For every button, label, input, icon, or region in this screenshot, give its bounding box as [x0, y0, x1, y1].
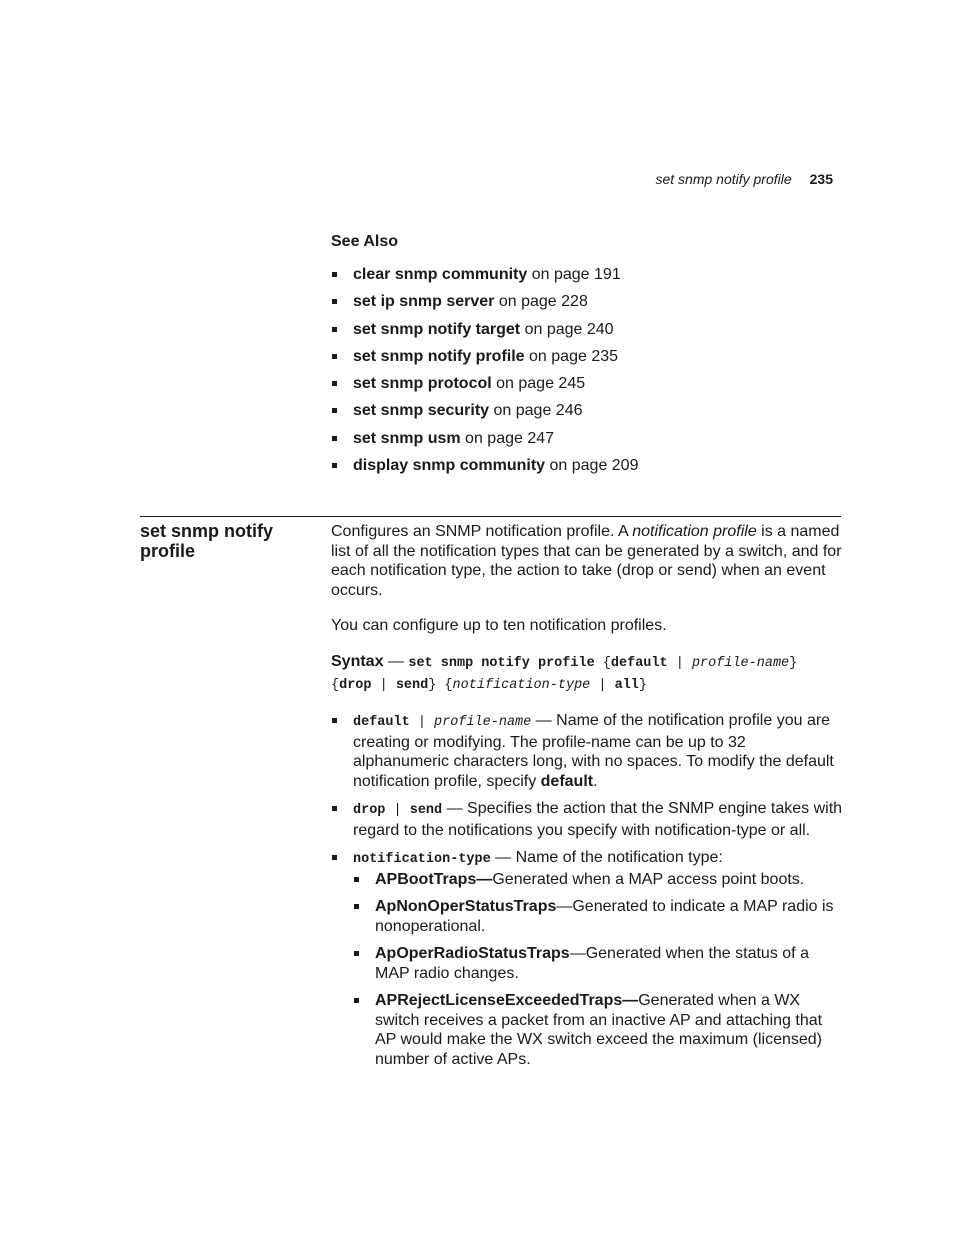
- command-link[interactable]: set snmp notify target: [353, 320, 521, 338]
- list-item[interactable]: [331, 292, 841, 312]
- list-item[interactable]: [331, 429, 841, 449]
- command-link[interactable]: set snmp notify profile: [353, 347, 525, 365]
- list-item[interactable]: [331, 320, 841, 340]
- command-link[interactable]: display snmp community: [353, 457, 546, 475]
- page-ref: on page 235: [529, 347, 619, 365]
- command-link[interactable]: set snmp protocol: [353, 375, 492, 393]
- page-ref: on page 228: [498, 293, 588, 311]
- list-item[interactable]: [331, 347, 841, 367]
- page-number: 235: [809, 171, 833, 187]
- list-item[interactable]: [331, 456, 841, 476]
- page-ref: on page 247: [465, 429, 555, 447]
- page-header: [655, 171, 833, 187]
- list-item: APRejectLicenseExceededTraps—Generated when a WX switch receives a packet from an inactive AP and attaching that AP would make the WX switch exceed the maximum (licensed) number of active APs.: [353, 991, 843, 1069]
- parameter-list: [331, 711, 843, 1069]
- see-also-list: [331, 265, 841, 476]
- syntax-block: Syntax — set snmp notify profile {default | profile-name} {drop | send} {notification-type | all}: [331, 652, 798, 693]
- list-item: ApNonOperStatusTraps—Generated to indicate a MAP radio is nonoperational.: [353, 897, 843, 936]
- list-item[interactable]: [331, 265, 841, 285]
- list-item: APBootTraps—Generated when a MAP access point boots.: [353, 870, 843, 890]
- list-item[interactable]: [331, 374, 841, 394]
- page-ref: on page 246: [493, 402, 583, 420]
- param-item: drop | send — Specifies the action that the SNMP engine takes with regard to the notifications you specify with notification-type or all.: [331, 799, 843, 840]
- section-body: [331, 522, 843, 1077]
- command-link[interactable]: set snmp usm: [353, 429, 461, 447]
- page-ref: on page 209: [549, 457, 639, 475]
- command-link[interactable]: set snmp security: [353, 402, 490, 420]
- command-link[interactable]: clear snmp community: [353, 266, 528, 283]
- notification-type-list: [353, 870, 843, 1070]
- command-link[interactable]: set ip snmp server: [353, 293, 495, 311]
- section-title: set snmp notify profile: [140, 521, 274, 561]
- page-ref: on page 245: [496, 375, 586, 393]
- syntax-command: set snmp notify profile: [408, 655, 595, 671]
- section-divider: [140, 516, 841, 517]
- intro-paragraph: Configures an SNMP notification profile. A notification profile is a named list of all the notification types that can be generated by a switch, and for each notification type, the action to take (drop or send) when an event occurs.: [331, 523, 842, 599]
- param-item: notification-type — Name of the notification type: APBootTraps—Generated when a MAP access point boots. ApNonOperStatusTraps—Generated to indicate a MAP radio is nonoperational. ApOperRadioStatusTraps—Generated when the status of a MAP radio changes. APRejectLicenseExceededTraps—Generated when a WX switch receives a packet from an inactive AP and attaching that AP would make the WX switch exceed the maximum (licensed) number of active APs.: [331, 848, 843, 1069]
- see-also-heading: See Also: [331, 233, 398, 250]
- limit-paragraph: You can configure up to ten notification profiles.: [331, 617, 667, 635]
- page-ref: on page 240: [524, 320, 614, 338]
- defined-term: notification profile: [632, 523, 757, 540]
- see-also-section: [331, 233, 841, 483]
- list-item: ApOperRadioStatusTraps—Generated when the status of a MAP radio changes.: [353, 944, 843, 983]
- list-item[interactable]: [331, 401, 841, 421]
- page-ref: on page 191: [531, 266, 621, 283]
- syntax-label: Syntax: [331, 652, 384, 670]
- running-title: set snmp notify profile: [655, 171, 792, 187]
- param-item: default | profile-name — Name of the notification profile you are creating or modifying. The profile-name can be up to 32 alphanumeric characters long, with no spaces. To modify the default notification profile, specify default.: [331, 711, 843, 791]
